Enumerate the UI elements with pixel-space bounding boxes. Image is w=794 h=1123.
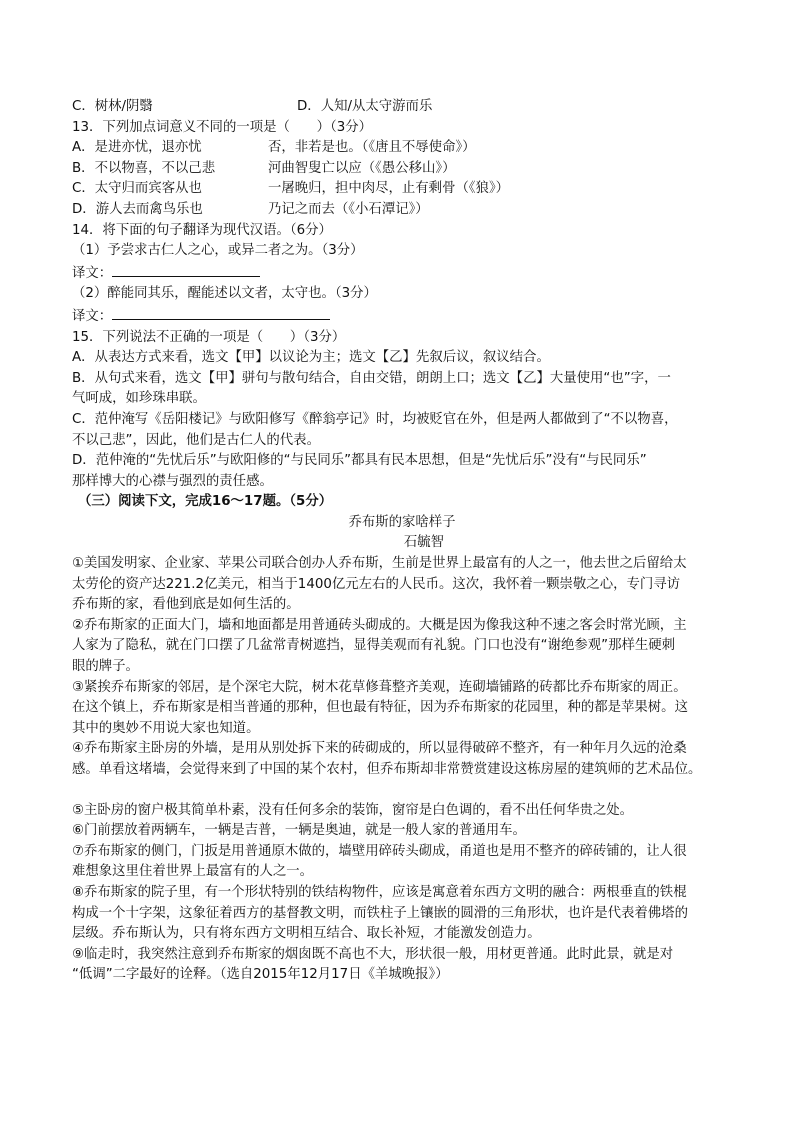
answer-label: 译文： (72, 308, 113, 324)
paragraph-line: 太劳伦的资产达221.2亿美元，相当于1400亿元左右的人民币。这次，我怀着一颗崇敬之心，专门寻访 (72, 576, 681, 592)
q12-options-tail (72, 97, 732, 118)
q13-option-d (72, 200, 732, 221)
q13-option-a-left: A．是进亦忧，退亦忧 (72, 140, 202, 156)
q15-stem: 15．下列说法不正确的一项是（ ）（3分） (72, 329, 346, 345)
q15-option-c-line2: 不以己悲”，因此，他们是古仁人的代表。 (72, 432, 320, 448)
paragraph-2 (72, 616, 732, 678)
q14-sentence-1: （1）予尝求古仁人之心，或异二者之为。（3分） (72, 243, 364, 259)
paragraph-line: 层级。乔布斯认为，只有将东西方文明相互结合、取长补短，才能激发创造力。 (72, 926, 541, 942)
paragraph-7 (72, 842, 732, 883)
q15-option-b-line1: B．从句式来看，选文【甲】骈句与散句结合，自由交错，朗朗上口；选文【乙】大量使用“也”字，一 (72, 370, 671, 386)
q15-option-c-line1: C．范仲淹写《岳阳楼记》与欧阳修写《醉翁亭记》时，均被贬官在外，但是两人都做到了“不以物喜， (72, 411, 678, 427)
q15-option-a: A．从表达方式来看，选文【甲】以议论为主；选文【乙】先叙后议，叙议结合。 (72, 350, 550, 366)
q14-stem: 14．将下面的句子翻译为现代汉语。（6分） (72, 222, 332, 238)
q14-sentence-2: （2）醉能同其乐，醒能述以文者，太守也。（3分） (72, 286, 377, 302)
paragraph-8 (72, 883, 732, 945)
q15-option-b-line2: 气呵成，如珍珠串联。 (72, 391, 206, 407)
paragraph-line: 在这个镇上，乔布斯家是相当普通的那种，但也最有特征，因为乔布斯家的花园里，种的都是苹果树。这 (72, 700, 688, 716)
paragraph-line: 眼的牌子。 (72, 659, 139, 675)
q13-option-c (72, 179, 732, 200)
q14-answer-2 (72, 305, 732, 328)
paragraph-line: ⑤主卧房的窗户极其简单朴素，没有任何多余的装饰，窗帘是白色调的，看不出任何华贵之处。 (72, 802, 634, 818)
answer-blank-1[interactable] (112, 262, 260, 277)
answer-blank-2[interactable] (112, 305, 330, 320)
paragraph-line: 乔布斯的家，看他到底是如何生活的。 (72, 597, 300, 613)
paragraph-line: 人家为了隐私，就在门口摆了几盆常青树遮挡，显得美观而有礼貌。门口也没有“谢绝参观”那样生硬刺 (72, 638, 676, 654)
q13-stem: 13．下列加点词意义不同的一项是（ ）（3分） (72, 119, 373, 135)
paragraph-line: ⑨临走时，我突然注意到乔布斯家的烟囱既不高也不大，形状很一般，用材更普通。此时此景，就是对 (72, 946, 674, 962)
q12-option-c: C．树林/阴翳 (72, 99, 153, 114)
paragraph-1 (72, 554, 732, 616)
q13-option-b (72, 159, 732, 180)
q13-option-c-left: C．太守归而宾客从也 (72, 181, 202, 197)
q13-option-b-left: B．不以物喜，不以己悲 (72, 160, 216, 176)
q15-option-d-line2: 那样博大的心襟与强烈的责任感。 (72, 473, 273, 489)
paragraph-line: ⑦乔布斯家的侧门，门扳是用普通原木做的，墙壁用碎砖头砌成，甬道也是用不整齐的碎砖铺的，让人很 (72, 843, 687, 859)
q13-option-b-right: 河曲智叟亡以应（《愚公移山》） (268, 160, 456, 176)
q13-option-d-right: 乃记之而去（《小石潭记》） (268, 201, 429, 217)
article-author: 石毓智 (403, 535, 445, 551)
paragraph-line: ⑧乔布斯家的院子里，有一个形状特别的铁结构物件，应该是寓意着东西方文明的融合：两根垂直的铁棍 (72, 884, 687, 900)
paragraph-line: ④乔布斯家主卧房的外墙，是用从别处拆下来的砖砌成的，所以显得破碎不整齐，有一种年月久远的沧桑 (72, 741, 687, 757)
q15-option-d-line1: D．范仲淹的“先忧后乐”与欧阳修的“与民同乐”都具有民本思想，但是“先忧后乐”没有“与民同乐” (72, 453, 647, 469)
q13-option-a-right: 否，非若是也。（《唐且不辱使命》） (268, 140, 476, 156)
paragraph-line: “低调”二字最好的诠释。（选自2015年12月17日《羊城晚报》） (72, 967, 449, 983)
section-3-heading: （三）阅读下文，完成16～17题。（5分） (78, 494, 333, 510)
paragraph-line: 构成一个十字架，这象征着西方的基督教文明，而铁柱子上镶嵌的圆滑的三角形状，也许是代表着佛塔的 (72, 905, 688, 921)
paragraph-line: ⑥门前摆放着两辆车，一辆是吉普，一辆是奥迪，就是一般人家的普通用车。 (72, 823, 526, 839)
paragraph-3 (72, 678, 732, 740)
q12-option-d: D．人知/从太守游而乐 (297, 99, 433, 114)
paragraph-line: 难想象这里住着世界上最富有的人之一。 (72, 864, 314, 880)
article-title: 乔布斯的家啥样子 (348, 514, 456, 530)
paragraph-line: ①美国发明家、企业家、苹果公司联合创办人乔布斯，生前是世界上最富有的人之一，他去世之后留给太 (72, 556, 687, 572)
paragraph-5 (72, 801, 732, 822)
q13-option-c-right: 一屠晚归，担中肉尽，止有剩骨（《狼》） (268, 181, 510, 197)
paragraph-gap (72, 781, 732, 801)
paragraph-9 (72, 945, 732, 986)
q14-answer-1 (72, 262, 732, 285)
paragraph-6 (72, 821, 732, 842)
exam-page (72, 97, 732, 986)
article-body (72, 554, 732, 986)
paragraph-line: ②乔布斯家的正面大门，墙和地面都是用普通砖头砌成的。大概是因为像我这种不速之客会时常光顾，主 (72, 617, 687, 633)
paragraph-line: 感。单看这堵墙，会觉得来到了中国的某个农村，但乔布斯却非常赞赏建设这栋房屋的建筑师的艺术品位。 (72, 762, 702, 777)
answer-label: 译文： (72, 265, 113, 281)
paragraph-line: 其中的奥妙不用说大家也知道。 (72, 720, 260, 736)
q13-option-a (72, 138, 732, 159)
q13-option-d-left: D．游人去而禽鸟乐也 (72, 201, 203, 217)
paragraph-4 (72, 739, 732, 780)
paragraph-line: ③紧挨乔布斯家的邻居，是个深宅大院，树木花草修葺整齐美观，连砌墙铺路的砖都比乔布斯家的周正。 (72, 679, 687, 695)
